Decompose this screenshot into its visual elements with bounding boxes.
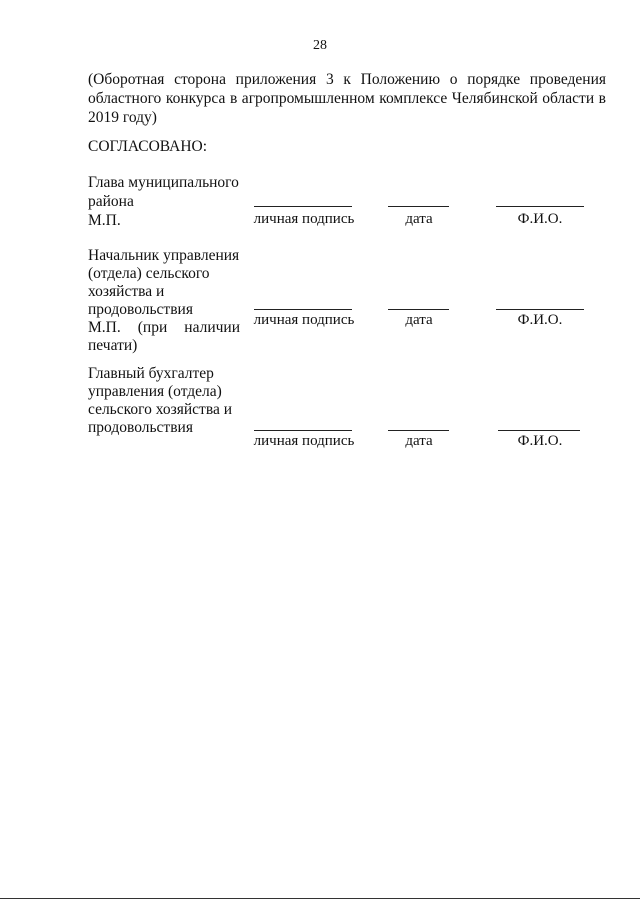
- signature-line: [254, 309, 352, 310]
- block-title-line: (отдела) сельского: [88, 265, 210, 282]
- fio-label: Ф.И.О.: [517, 211, 563, 227]
- stamp-place-label: М.П. (при наличии: [88, 319, 240, 336]
- date-line: [388, 206, 449, 207]
- date-label: дата: [405, 433, 433, 449]
- fio-line: [498, 430, 580, 431]
- signature-line: [254, 430, 352, 431]
- fio-line: [496, 206, 584, 207]
- fio-line: [496, 309, 584, 310]
- block-title-line: Глава муниципального: [88, 174, 239, 191]
- block-title-line: района: [88, 193, 134, 210]
- intro-text: (Оборотная сторона приложения 3 к Положению о порядке проведения областного конкурса в агропромышленном комплексе Челябинской области в 2019 году): [88, 71, 606, 126]
- fio-label: Ф.И.О.: [517, 312, 563, 328]
- date-line: [388, 430, 449, 431]
- block-title-line: сельского хозяйства и: [88, 401, 232, 418]
- signature-label: личная подпись: [253, 312, 355, 328]
- date-line: [388, 309, 449, 310]
- stamp-place-label-continued: печати): [88, 337, 138, 354]
- date-label: дата: [405, 211, 433, 227]
- approval-block-head-of-department: [88, 246, 608, 354]
- page-bottom-edge: [0, 898, 640, 899]
- date-label: дата: [405, 312, 433, 328]
- block-title-line: продовольствия: [88, 419, 193, 436]
- approval-block-chief-accountant: [88, 364, 608, 454]
- block-title-line: Главный бухгалтер: [88, 365, 214, 382]
- block-title-line: управления (отдела): [88, 383, 222, 400]
- signature-label: личная подпись: [253, 433, 355, 449]
- block-title-line: Начальник управления: [88, 247, 240, 264]
- page-number: 28: [313, 38, 327, 53]
- approved-heading: СОГЛАСОВАНО:: [88, 138, 208, 155]
- signature-line: [254, 206, 352, 207]
- block-title-line: хозяйства и: [88, 283, 165, 300]
- stamp-place-label: М.П.: [88, 212, 121, 229]
- approval-block-head-of-district: [88, 173, 608, 233]
- signature-label: личная подпись: [253, 211, 355, 227]
- fio-label: Ф.И.О.: [517, 433, 563, 449]
- block-title-line: продовольствия: [88, 301, 193, 318]
